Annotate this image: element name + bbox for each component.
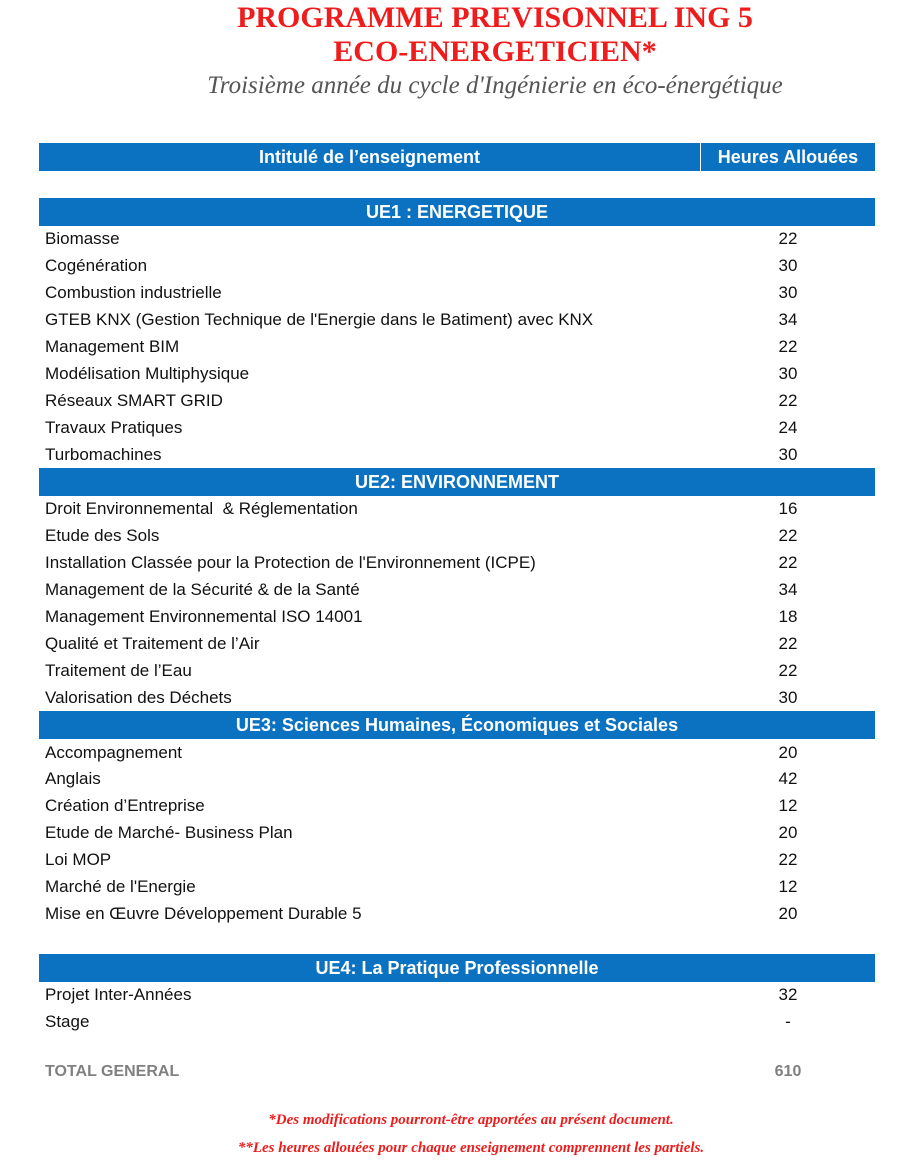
course-hours: 24	[778, 418, 798, 437]
course-label: Biomasse	[45, 229, 120, 248]
course-label: Réseaux SMART GRID	[45, 391, 223, 410]
course-row	[45, 360, 865, 387]
course-row	[45, 441, 865, 468]
section-header-ue4	[39, 954, 875, 982]
course-hours: 22	[778, 553, 798, 572]
course-label: Etude des Sols	[45, 526, 160, 545]
course-row	[45, 414, 865, 441]
course-label: Management BIM	[45, 337, 180, 356]
course-label: Cogénération	[45, 256, 148, 275]
course-hours: 30	[778, 688, 798, 707]
course-hours: 42	[778, 769, 798, 788]
course-hours: 22	[778, 337, 798, 356]
course-label: Traitement de l’Eau	[45, 661, 192, 680]
course-row	[45, 981, 865, 1008]
section-title: UE3: Sciences Humaines, Économiques et Sociales	[235, 715, 679, 735]
footnote-modifications: *Des modifications pourront-être apportées au présent document.	[268, 1112, 674, 1128]
course-label: Mise en Œuvre Développement Durable 5	[45, 904, 362, 923]
section-header-ue3	[39, 711, 875, 739]
course-row	[45, 873, 865, 900]
page-title-line1: PROGRAMME PREVISONNEL ING 5	[237, 1, 753, 34]
course-hours: 22	[778, 850, 798, 869]
table-header	[39, 143, 875, 171]
course-row	[45, 739, 865, 766]
course-column-header: Intitulé de l’enseignement	[39, 143, 701, 171]
course-hours: 22	[778, 391, 798, 410]
course-label: Création d’Entreprise	[45, 796, 205, 815]
total-row	[45, 1058, 865, 1085]
course-hours: 22	[778, 634, 798, 653]
course-hours: 12	[778, 877, 798, 896]
course-label: Travaux Pratiques	[45, 418, 183, 437]
course-hours: 20	[778, 743, 798, 762]
section-header-ue1	[39, 198, 875, 226]
course-row	[45, 333, 865, 360]
section-header-ue2	[39, 468, 875, 496]
course-row	[45, 846, 865, 873]
course-label: Combustion industrielle	[45, 283, 222, 302]
course-row	[45, 657, 865, 684]
course-row	[45, 900, 865, 927]
course-label: Management Environnemental ISO 14001	[45, 607, 363, 626]
course-label: Installation Classée pour la Protection de l'Environnement (ICPE)	[45, 553, 536, 572]
course-row	[45, 252, 865, 279]
course-row	[45, 549, 865, 576]
course-label: Loi MOP	[45, 850, 112, 869]
course-hours: 20	[778, 823, 798, 842]
course-row	[45, 495, 865, 522]
course-hours: -	[785, 1012, 791, 1031]
course-label: Projet Inter-Années	[45, 985, 192, 1004]
course-row	[45, 630, 865, 657]
course-label: Marché de l'Energie	[45, 877, 196, 896]
course-label: Valorisation des Déchets	[45, 688, 232, 707]
course-hours: 22	[778, 661, 798, 680]
course-label: Management de la Sécurité & de la Santé	[45, 580, 360, 599]
course-label: Droit Environnemental & Réglementation	[45, 499, 358, 518]
course-row	[45, 819, 865, 846]
course-row	[45, 603, 865, 630]
course-row	[45, 1008, 865, 1035]
course-row	[45, 576, 865, 603]
course-row	[45, 279, 865, 306]
course-hours: 20	[778, 904, 798, 923]
course-row	[45, 522, 865, 549]
course-label: Qualité et Traitement de l’Air	[45, 634, 260, 653]
course-hours: 32	[778, 985, 798, 1004]
course-hours: 22	[778, 229, 798, 248]
page-subtitle: Troisième année du cycle d'Ingénierie en éco-énergétique	[207, 72, 783, 99]
section-title: UE2: ENVIRONNEMENT	[354, 472, 560, 492]
course-hours: 34	[778, 310, 798, 329]
course-row	[45, 792, 865, 819]
hours-column-header: Heures Allouées	[717, 147, 859, 167]
course-row	[45, 684, 865, 711]
course-hours: 22	[778, 526, 798, 545]
course-row	[45, 387, 865, 414]
course-label: Stage	[45, 1012, 90, 1031]
course-hours: 30	[778, 283, 798, 302]
section-title: UE1 : ENERGETIQUE	[365, 202, 549, 222]
course-label: Accompagnement	[45, 743, 183, 762]
course-hours: 34	[778, 580, 798, 599]
course-label: Anglais	[45, 769, 101, 788]
total-label: TOTAL GENERAL	[45, 1063, 180, 1080]
total-hours: 610	[774, 1063, 802, 1080]
course-row	[45, 225, 865, 252]
course-label: Etude de Marché- Business Plan	[45, 823, 293, 842]
course-label: Modélisation Multiphysique	[45, 364, 250, 383]
page-title-line2: ECO-ENERGETICIEN*	[333, 35, 657, 68]
course-row	[45, 306, 865, 333]
section-title: UE4: La Pratique Professionnelle	[315, 958, 599, 978]
footnote-hours: **Les heures allouées pour chaque enseignement comprennent les partiels.	[237, 1140, 705, 1156]
course-hours: 30	[778, 364, 798, 383]
course-label: GTEB KNX (Gestion Technique de l'Energie dans le Batiment) avec KNX	[45, 310, 594, 329]
course-hours: 12	[778, 796, 798, 815]
course-hours: 16	[778, 499, 798, 518]
course-hours: 30	[778, 445, 798, 464]
course-label: Turbomachines	[45, 445, 162, 464]
course-hours: 30	[778, 256, 798, 275]
course-row	[45, 765, 865, 792]
course-hours: 18	[778, 607, 798, 626]
